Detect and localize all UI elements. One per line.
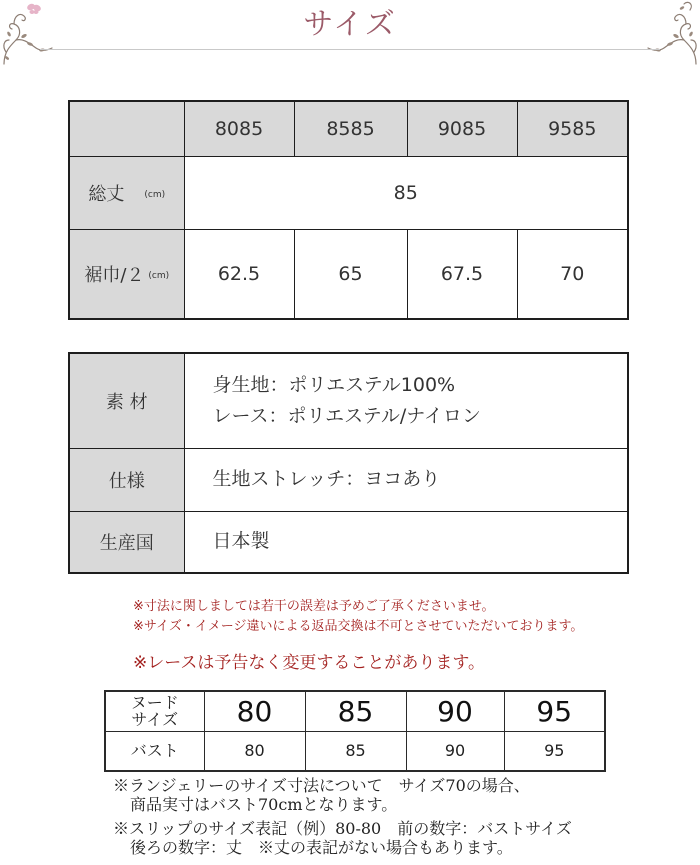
size-column-header: 8585	[294, 101, 407, 156]
title-divider	[40, 49, 660, 50]
size-column-header: 9085	[407, 101, 517, 156]
bust-value: 90	[406, 731, 504, 771]
nude-size-label-line: ヌード	[130, 693, 179, 713]
hem-width-value: 67.5	[407, 229, 517, 319]
spec-table	[68, 352, 629, 574]
slip-size-footnote: ※スリップのサイズ表記（例）80-80 前の数字：バストサイズ	[113, 819, 572, 838]
corner-cell	[69, 101, 184, 156]
size-header-row	[69, 101, 628, 156]
material-line: 身生地：ポリエステル100%	[212, 373, 456, 396]
bust-value: 80	[204, 731, 305, 771]
total-length-value: 85	[184, 156, 628, 229]
size-column-header: 8085	[184, 101, 294, 156]
feature-label: 仕様	[69, 448, 184, 511]
hem-width-row	[69, 229, 628, 319]
bust-label: バスト	[105, 731, 204, 771]
lace-change-notice: ※レースは予告なく変更することがあります。	[133, 653, 486, 673]
measurement-error-notice: ※寸法に関しましては若干の誤差は予めご了承くださいませ。	[133, 599, 495, 614]
origin-label: 生産国	[69, 511, 184, 573]
total-length-label	[69, 156, 184, 229]
nude-size-row	[105, 691, 605, 731]
hem-width-value: 70	[517, 229, 628, 319]
material-label: 素 材	[69, 353, 184, 448]
no-return-notice: ※サイズ・イメージ違いによる返品交換は不可とさせていただいております。	[133, 619, 584, 634]
slip-size-footnote-cont: 後ろの数字：丈 ※丈の表記がない場合もあります。	[130, 838, 513, 857]
feature-value: 生地ストレッチ：ヨコあり	[184, 448, 628, 511]
bust-value: 95	[504, 731, 605, 771]
nude-size-value: 90	[406, 691, 504, 731]
page-title: サイズ	[303, 7, 397, 42]
lingerie-size-footnote: ※ランジェリーのサイズ寸法について サイズ70の場合、	[113, 776, 530, 795]
nude-size-label	[105, 691, 204, 731]
origin-value: 日本製	[184, 511, 628, 573]
material-row	[69, 353, 628, 448]
lingerie-size-footnote-cont: 商品実寸はバスト70cmとなります。	[130, 795, 398, 814]
size-measurement-table	[68, 100, 629, 320]
hem-width-label	[69, 229, 184, 319]
origin-row	[69, 511, 628, 573]
hem-width-label-text: 裾巾/２	[84, 264, 145, 286]
nude-size-label-line: サイズ	[131, 710, 179, 730]
hem-width-value: 62.5	[184, 229, 294, 319]
material-value	[184, 353, 628, 448]
total-length-label-text: 総丈	[88, 183, 125, 205]
nude-size-value: 80	[204, 691, 305, 731]
nude-size-table	[104, 690, 606, 772]
bust-row	[105, 731, 605, 771]
nude-size-value: 95	[504, 691, 605, 731]
bust-value: 85	[305, 731, 406, 771]
unit-text: (cm)	[144, 189, 166, 200]
size-column-header: 9585	[517, 101, 628, 156]
material-line: レース：ポリエステル/ナイロン	[212, 404, 481, 427]
total-length-row	[69, 156, 628, 229]
nude-size-value: 85	[305, 691, 406, 731]
hem-width-value: 65	[294, 229, 407, 319]
feature-row	[69, 448, 628, 511]
unit-text: (cm)	[148, 270, 170, 281]
